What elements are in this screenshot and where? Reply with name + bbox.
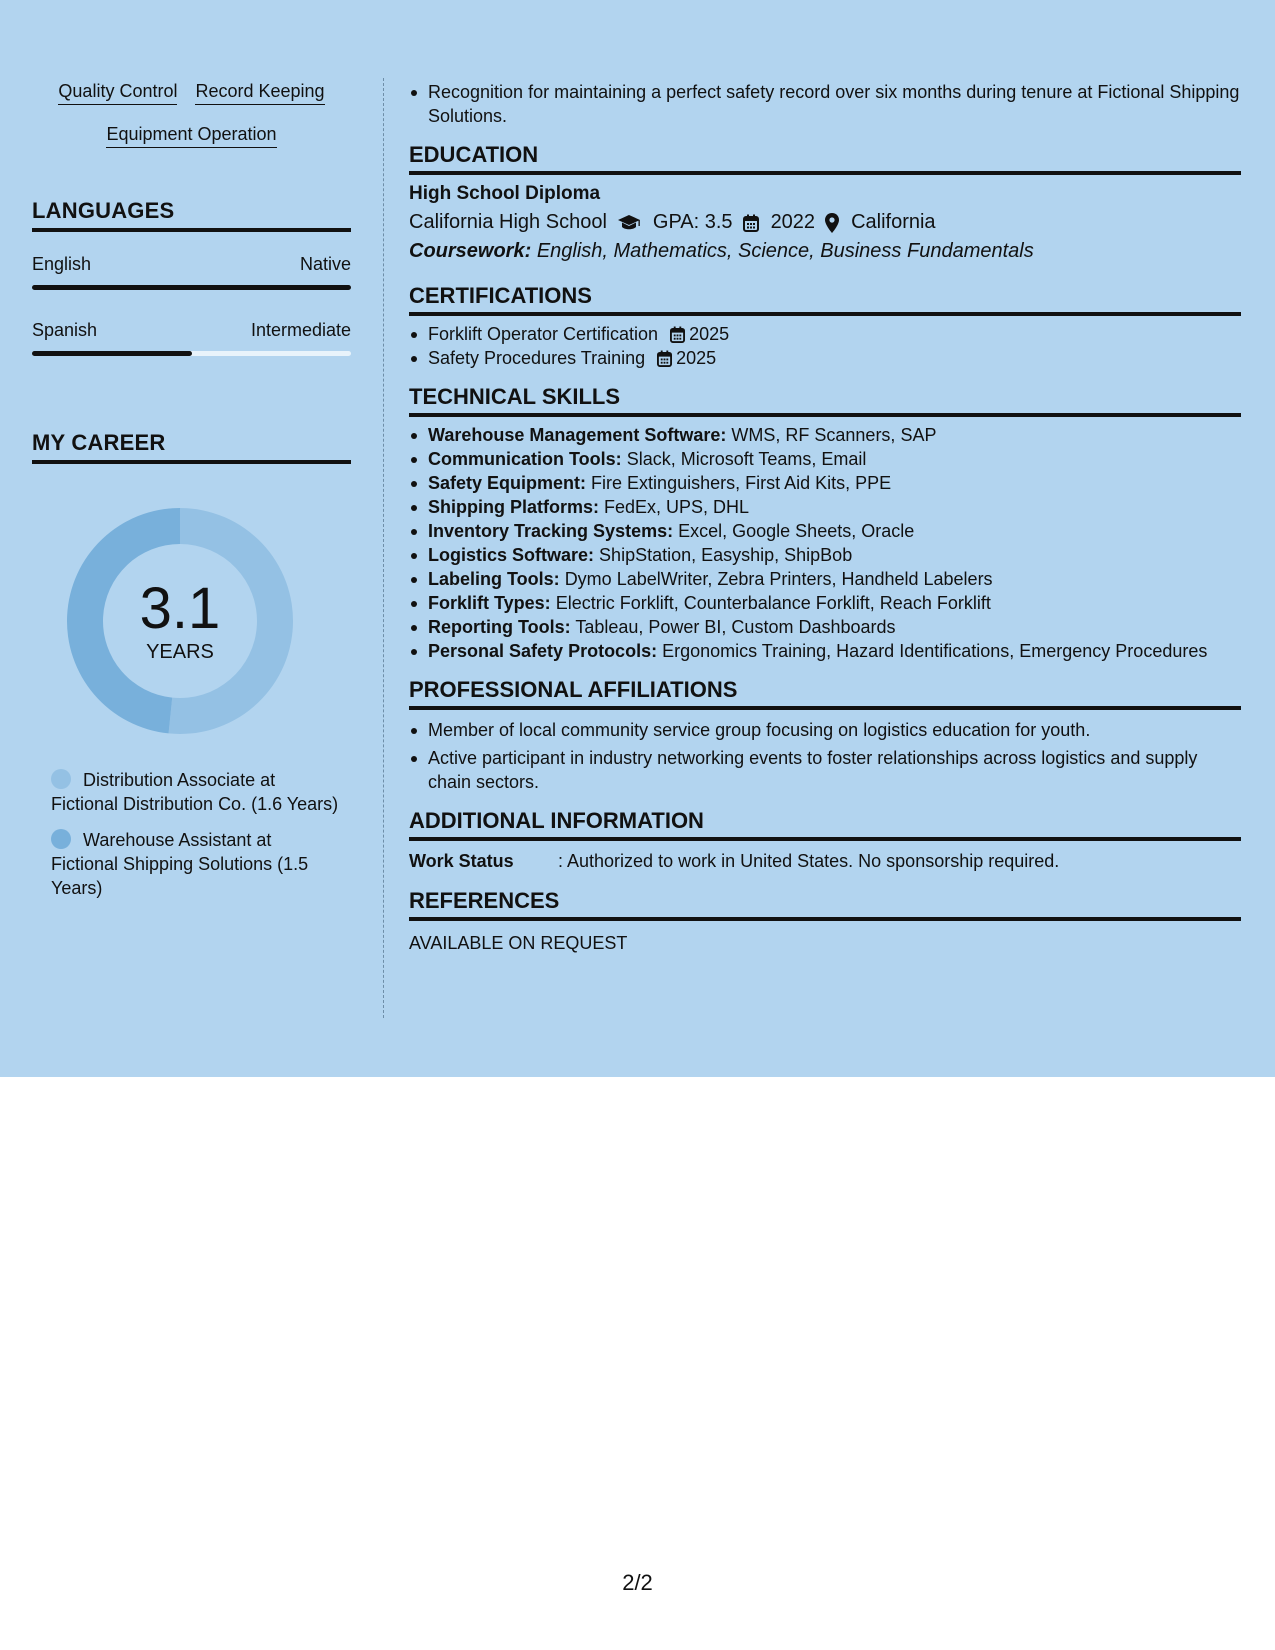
technical-skill-value: ShipStation, Easyship, ShipBob xyxy=(599,545,853,565)
skill-tag[interactable]: Record Keeping xyxy=(195,80,324,105)
language-level: Native xyxy=(299,254,351,274)
technical-skill-value: Dymo LabelWriter, Zebra Printers, Handheld Labelers xyxy=(564,569,993,589)
affiliations-list xyxy=(409,718,1241,794)
language-level: Intermediate xyxy=(250,320,351,340)
languages-title: LANGUAGES xyxy=(32,198,351,232)
technical-skill-value: Electric Forklift, Counterbalance Forklift, Reach Forklift xyxy=(555,593,991,613)
career-legend-item xyxy=(51,768,341,816)
calendar-icon xyxy=(743,214,759,232)
language-level-fill xyxy=(32,285,351,290)
skill-tag[interactable]: Quality Control xyxy=(58,80,177,105)
career-legend-item xyxy=(51,828,341,900)
career-donut-chart xyxy=(65,506,295,736)
certification-item xyxy=(409,322,1241,346)
technical-skill-value: Excel, Google Sheets, Oracle xyxy=(678,521,915,541)
additional-info-title: ADDITIONAL INFORMATION xyxy=(409,808,1241,841)
skills-tags xyxy=(32,80,351,148)
coursework-label: Coursework: xyxy=(409,240,532,262)
certifications-list xyxy=(409,322,1241,370)
column-divider xyxy=(383,78,384,1018)
calendar-icon xyxy=(657,350,672,367)
affiliations-title: PROFESSIONAL AFFILIATIONS xyxy=(409,677,1241,710)
map-pin-icon xyxy=(825,213,839,233)
certification-name: Safety Procedures Training xyxy=(428,348,646,368)
technical-skill-item xyxy=(409,591,1241,615)
language-item xyxy=(32,254,351,290)
experience-tail-list xyxy=(409,80,1241,128)
education-year: 2022 xyxy=(770,211,816,233)
technical-skill-item xyxy=(409,423,1241,447)
technical-skill-item xyxy=(409,495,1241,519)
language-name: English xyxy=(32,254,92,274)
education-location: California xyxy=(851,211,936,233)
technical-skill-label: Inventory Tracking Systems: xyxy=(428,521,674,541)
technical-skill-label: Personal Safety Protocols: xyxy=(428,641,658,661)
certification-year: 2025 xyxy=(689,324,730,344)
certifications-title: CERTIFICATIONS xyxy=(409,283,1241,316)
career-total-years: 3.1 xyxy=(139,575,221,641)
technical-skill-value: Ergonomics Training, Hazard Identifications, Emergency Procedures xyxy=(662,641,1208,661)
language-name: Spanish xyxy=(32,320,98,340)
technical-skill-label: Warehouse Management Software: xyxy=(428,425,727,445)
experience-bullet: Recognition for maintaining a perfect safety record over six months during tenure at Fictional Shipping Solutions. xyxy=(409,80,1241,128)
technical-skill-item xyxy=(409,639,1241,663)
career-section xyxy=(32,430,351,900)
technical-skill-item xyxy=(409,447,1241,471)
work-status-value: : Authorized to work in United States. No sponsorship required. xyxy=(558,851,1060,871)
career-legend xyxy=(32,768,351,900)
education-degree: High School Diploma xyxy=(409,183,601,204)
languages-section xyxy=(32,198,351,356)
education-gpa: GPA: 3.5 xyxy=(652,211,733,233)
career-title: MY CAREER xyxy=(32,430,351,464)
technical-skill-label: Communication Tools: xyxy=(428,449,622,469)
certification-year: 2025 xyxy=(676,348,717,368)
career-total-unit: YEARS xyxy=(146,640,214,663)
left-column xyxy=(32,80,351,912)
career-legend-label: Distribution Associate at Fictional Distribution Co. (1.6 Years) xyxy=(51,770,339,814)
education-details xyxy=(409,211,1241,234)
certification-item xyxy=(409,346,1241,370)
language-level-bar xyxy=(32,285,351,290)
technical-skill-item xyxy=(409,471,1241,495)
language-level-bar xyxy=(32,351,351,356)
affiliation-item: Active participant in industry networking events to foster relationships across logistics and supply chain sectors. xyxy=(409,746,1241,794)
technical-skill-value: FedEx, UPS, DHL xyxy=(604,497,750,517)
language-level-fill xyxy=(32,351,192,356)
legend-dot-icon xyxy=(51,829,71,849)
education-coursework xyxy=(409,240,1241,263)
coursework-list: English, Mathematics, Science, Business Fundamentals xyxy=(536,240,1034,262)
technical-skill-item xyxy=(409,543,1241,567)
page-number: 2/2 xyxy=(622,1570,653,1595)
technical-skill-item xyxy=(409,519,1241,543)
right-column xyxy=(409,80,1241,954)
education-school: California High School xyxy=(409,211,607,233)
technical-skill-label: Logistics Software: xyxy=(428,545,595,565)
technical-skill-label: Labeling Tools: xyxy=(428,569,560,589)
technical-skill-label: Safety Equipment: xyxy=(428,473,587,493)
technical-skill-label: Forklift Types: xyxy=(428,593,551,613)
technical-skill-item xyxy=(409,615,1241,639)
skill-tag[interactable]: Equipment Operation xyxy=(106,123,276,148)
technical-skill-item xyxy=(409,567,1241,591)
technical-skill-value: Tableau, Power BI, Custom Dashboards xyxy=(575,617,896,637)
technical-skill-value: Fire Extinguishers, First Aid Kits, PPE xyxy=(591,473,892,493)
work-status-label: Work Status xyxy=(409,851,514,871)
technical-skill-label: Reporting Tools: xyxy=(428,617,571,637)
legend-dot-icon xyxy=(51,769,71,789)
technical-skill-value: Slack, Microsoft Teams, Email xyxy=(626,449,867,469)
technical-skills-title: TECHNICAL SKILLS xyxy=(409,384,1241,417)
references-title: REFERENCES xyxy=(409,888,1241,921)
career-donut-center xyxy=(65,506,295,736)
career-legend-label: Warehouse Assistant at Fictional Shipping Solutions (1.5 Years) xyxy=(51,830,309,898)
technical-skill-value: WMS, RF Scanners, SAP xyxy=(731,425,937,445)
technical-skills-list xyxy=(409,423,1241,663)
references-text: AVAILABLE ON REQUEST xyxy=(409,933,628,953)
education-title: EDUCATION xyxy=(409,142,1241,175)
work-status-row xyxy=(409,851,1241,872)
calendar-icon xyxy=(670,326,685,343)
certification-name: Forklift Operator Certification xyxy=(428,324,659,344)
technical-skill-label: Shipping Platforms: xyxy=(428,497,599,517)
graduation-cap-icon xyxy=(617,214,641,232)
affiliation-item: Member of local community service group focusing on logistics education for youth. xyxy=(409,718,1241,742)
language-item xyxy=(32,320,351,356)
